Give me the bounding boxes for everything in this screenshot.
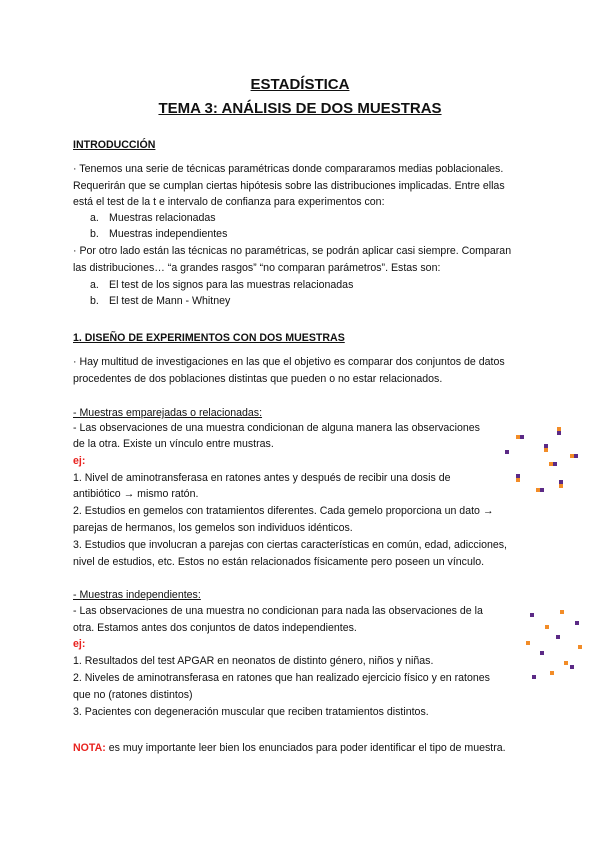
intro-paragraph-line: · Tenemos una serie de técnicas paramétricas donde compararamos medias poblacionales. [73,163,504,175]
document-subtitle: TEMA 3: ANÁLISIS DE DOS MUESTRAS [158,100,442,117]
independent-line: - Las observaciones de una muestra no condicionan para nada las observaciones de la [73,605,483,617]
independent-heading: - Muestras independientes: [73,589,201,601]
paired-dot-pair [559,480,563,488]
paired-dot-pair [505,450,509,454]
example-line: nivel de estudios, etc. Estos no están relacionados físicamente pero poseen un vínculo. [73,556,485,568]
independent-dot [556,635,560,639]
paired-dot-pair [544,444,548,452]
example-line: 3. Pacientes con degeneración muscular que reciben tratamientos distintos. [73,706,429,718]
intro-paragraph-line: las distribuciones… “a grandes rasgos” “no comparan parámetros”. Estas son: [73,262,441,274]
list-marker: a. [90,212,99,224]
example-line: antibiótico → mismo ratón. [73,488,199,500]
independent-dots-illustration [520,605,590,685]
example-line: 3. Estudios que involucran a parejas con ciertas características en común, edad, adicciones, [73,539,507,551]
independent-line: otra. Estamos antes dos conjuntos de datos independientes. [73,622,357,634]
intro-heading: INTRODUCCIÓN [73,139,156,151]
independent-dot [550,671,554,675]
paired-dot-pair [570,454,578,458]
example-line: 1. Nivel de aminotransferasa en ratones antes y después de recibir una dosis de [73,472,451,484]
independent-dot [526,641,530,645]
list-item: El test de los signos para las muestras relacionadas [109,279,354,291]
section-paragraph-line: · Hay multitud de investigaciones en las que el objetivo es comparar dos conjuntos de datos [73,356,505,368]
paired-dot-pair [557,427,561,435]
list-item: El test de Mann - Whitney [109,295,231,307]
independent-dot [532,675,536,679]
list-item: Muestras independientes [109,228,228,240]
paired-dot-pair [516,435,524,439]
intro-paragraph-line: Requerirán que se cumplan ciertas hipótesis sobre las distribuciones implicadas. Entre ellas [73,180,505,192]
note-line [73,741,506,755]
note-label: NOTA: [73,742,106,754]
list-marker: b. [90,295,99,307]
paired-heading: - Muestras emparejadas o relacionadas: [73,407,263,419]
example-line: 2. Niveles de aminotransferasa en ratones que han realizado ejercicio físico y en ratones [73,672,490,684]
paired-dots-illustration [500,418,590,498]
example-line: 1. Resultados del test APGAR en neonatos de distinto género, niños y niñas. [73,655,434,667]
paired-line: de la otra. Existe un vínculo entre mustras. [73,438,274,450]
document-title: ESTADÍSTICA [250,76,350,93]
independent-dot [578,645,582,649]
independent-dot [545,625,549,629]
independent-dot [530,613,534,617]
example-line: parejas de hermanos, los gemelos son individuos idénticos. [73,522,353,534]
note-text: es muy importante leer bien los enunciados para poder identificar el tipo de muestra. [105,742,506,754]
independent-dot [560,610,564,614]
section-paragraph-line: procedentes de dos poblaciones distintas que pueden o no estar relacionados. [73,373,443,385]
list-item: Muestras relacionadas [109,212,216,224]
example-line: 2. Estudios en gemelos con tratamientos diferentes. Cada gemelo proporciona un dato → [73,505,494,517]
paired-dot-pair [516,474,520,482]
independent-dot [575,621,579,625]
list-marker: b. [90,228,99,240]
intro-paragraph-line: · Por otro lado están las técnicas no paramétricas, se podrán aplicar casi siempre. Comparan [73,245,512,257]
example-label: ej: [73,455,86,467]
paired-dot-pair [549,462,557,466]
independent-dot [564,661,568,665]
independent-dot [570,665,574,669]
example-label: ej: [73,638,86,650]
list-marker: a. [90,279,99,291]
paired-line: - Las observaciones de una muestra condicionan de alguna manera las observaciones [73,422,480,434]
paired-dot-pair [536,488,544,492]
intro-paragraph-line: está el test de la t e intervalo de confianza para experimentos con: [73,196,385,208]
independent-dot [540,651,544,655]
example-line: que no (ratones distintos) [73,689,193,701]
section-heading: 1. DISEÑO DE EXPERIMENTOS CON DOS MUESTRAS [73,332,345,344]
